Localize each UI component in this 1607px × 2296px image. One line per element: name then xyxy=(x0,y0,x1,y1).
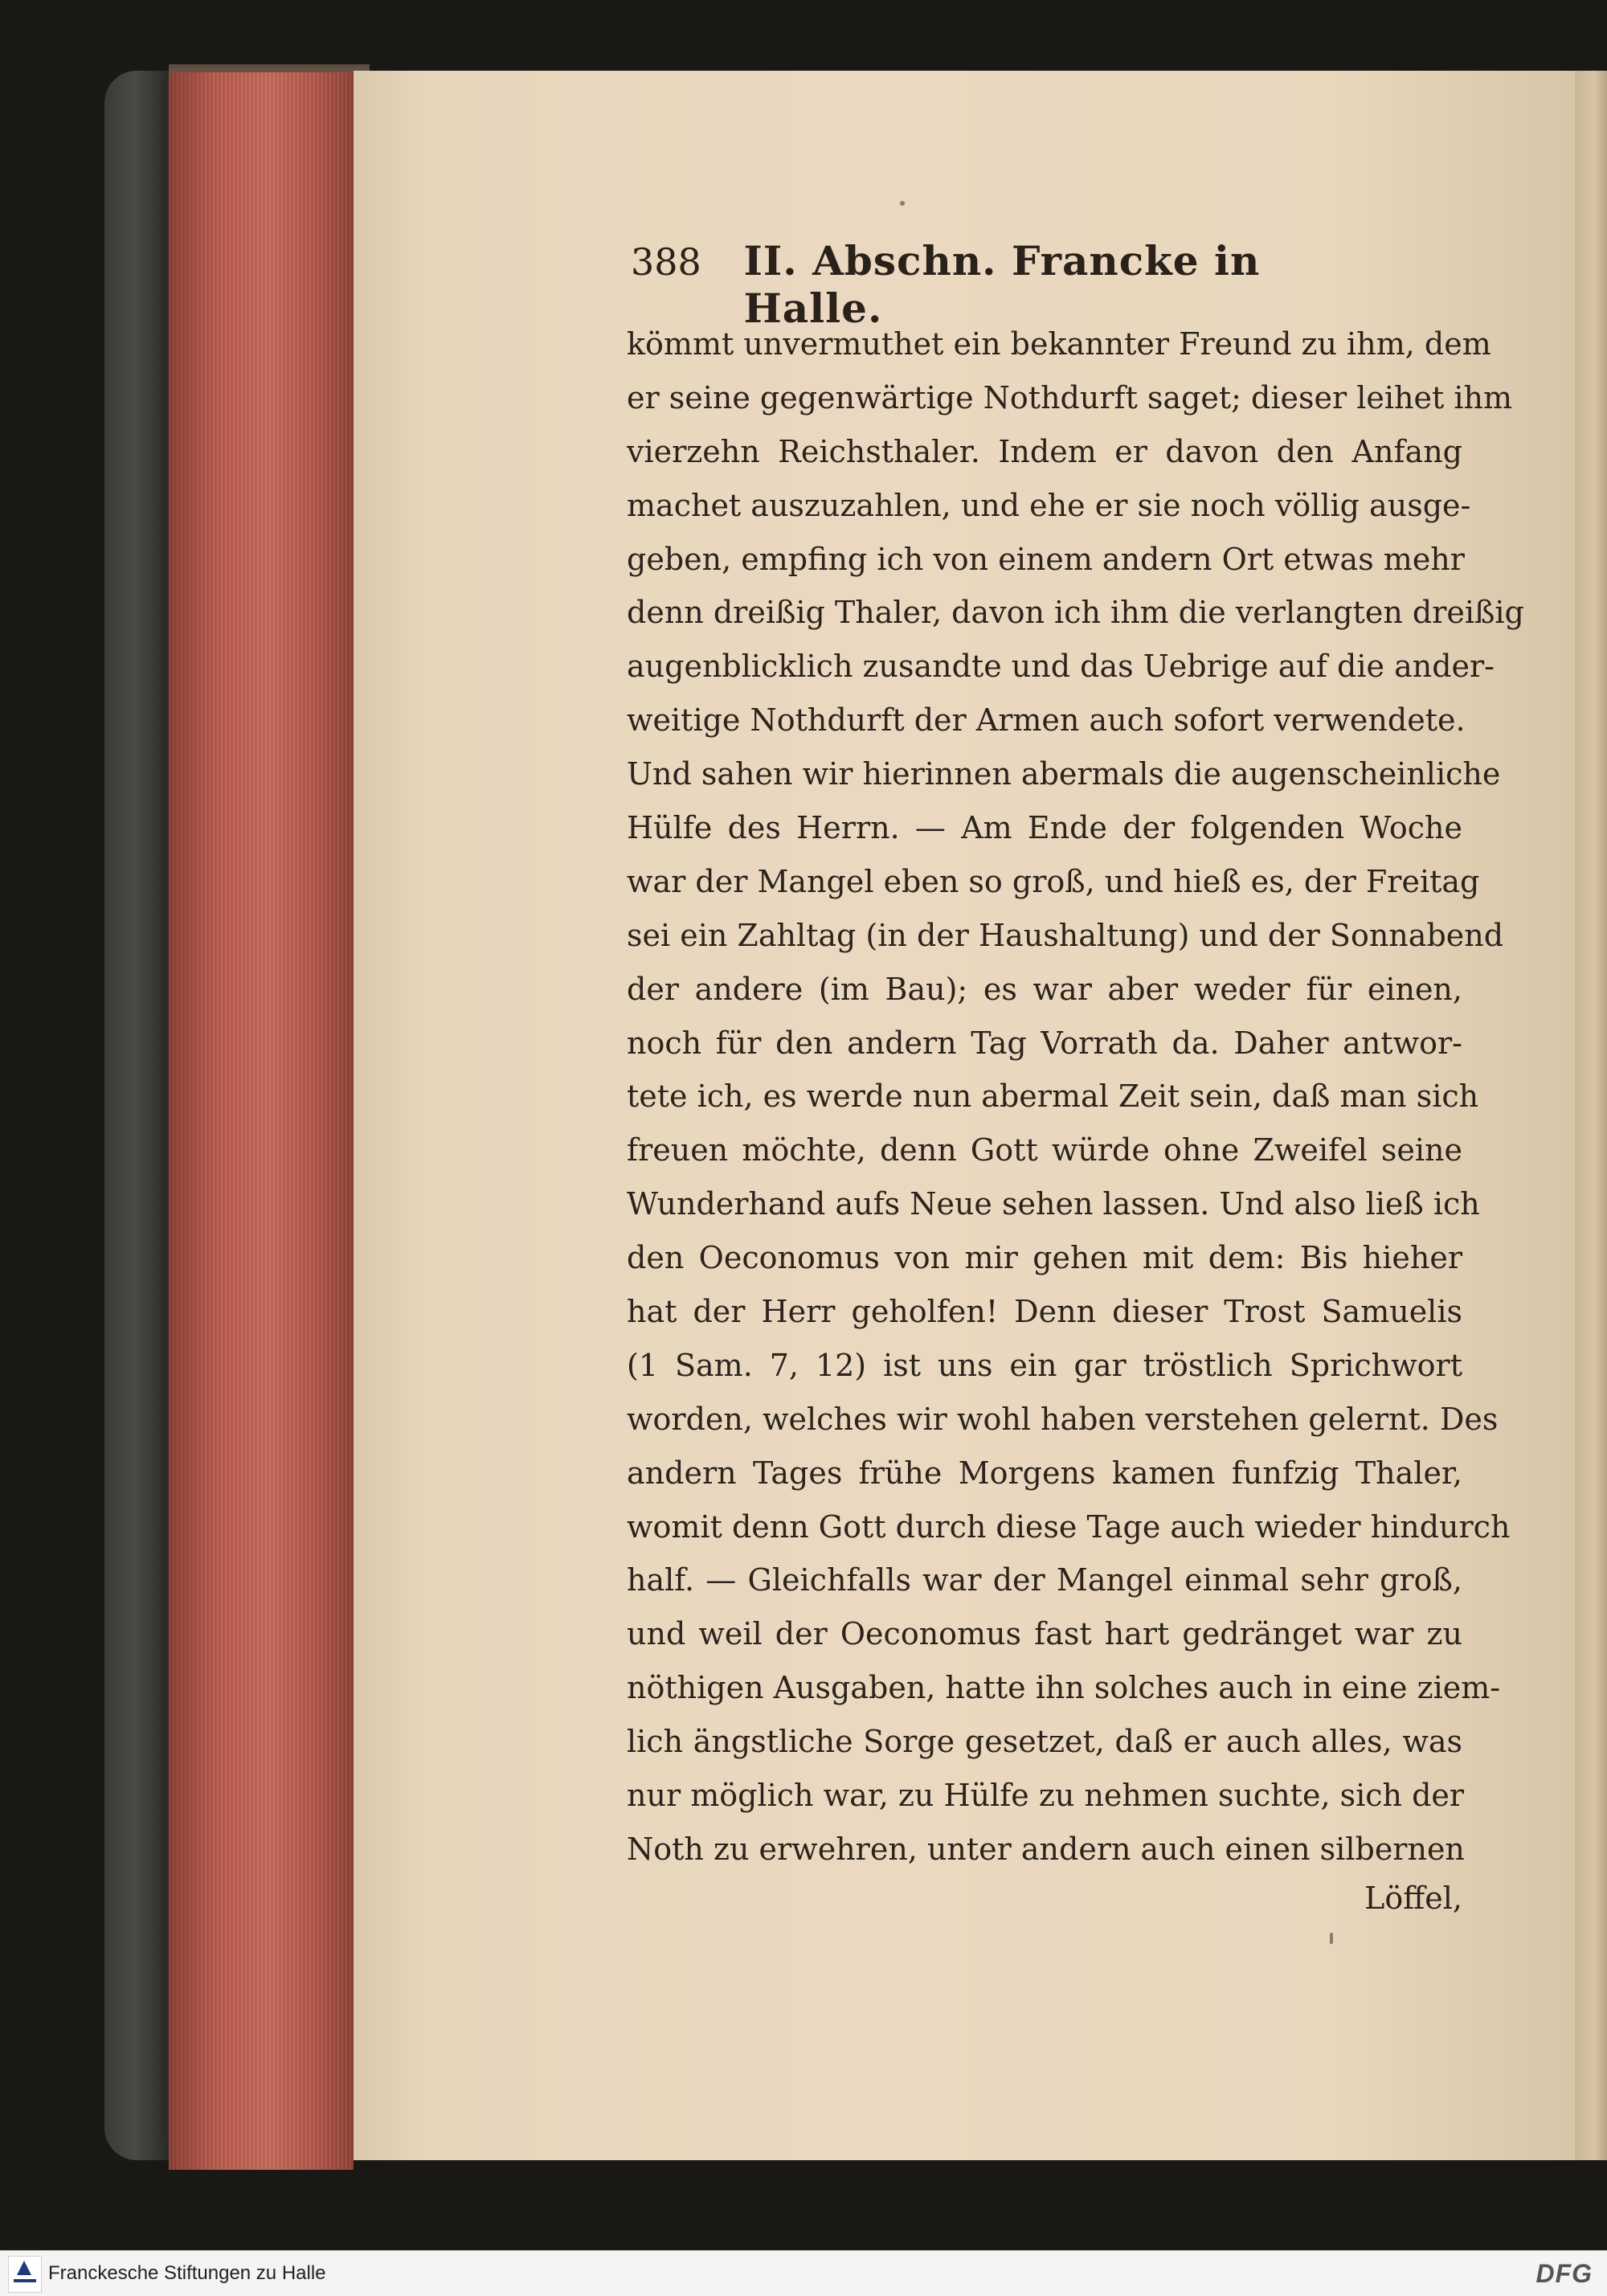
running-title: II. Abschn. Francke in Halle. xyxy=(743,237,1261,332)
text-line: Noth zu erwehren, unter andern auch einen silbernen xyxy=(627,1831,1465,1867)
text-line: kömmt unvermuthet ein bekannter Freund zu ihm, dem xyxy=(627,326,1491,362)
text-line: freuen möchte, denn Gott würde ohne Zweifel seine xyxy=(627,1132,1462,1168)
text-line: womit denn Gott durch diese Tage auch wieder hindurch xyxy=(627,1508,1511,1545)
running-head xyxy=(631,237,1298,332)
text-line: denn dreißig Thaler, davon ich ihm die verlangten dreißig xyxy=(627,595,1524,631)
text-line: tete ich, es werde nun abermal Zeit sein, daß man sich xyxy=(627,1078,1479,1115)
text-line: war der Mangel eben so groß, und hieß es, der Freitag xyxy=(627,863,1480,899)
text-line: und weil der Oeconomus fast hart gedränget war zu xyxy=(627,1616,1462,1652)
paper-speck xyxy=(900,201,905,206)
text-line: der andere (im Bau); es war aber weder für einen, xyxy=(627,971,1462,1007)
text-line: nur möglich war, zu Hülfe zu nehmen suchte, sich der xyxy=(627,1778,1465,1814)
footer-bar xyxy=(0,2250,1607,2296)
dfg-logo: DFG xyxy=(1535,2259,1593,2288)
text-line: half. — Gleichfalls war der Mangel einmal sehr groß, xyxy=(627,1562,1462,1598)
body-text xyxy=(627,317,1524,1876)
text-line: noch für den andern Tag Vorrath da. Daher antwor- xyxy=(627,1025,1462,1061)
red-page-edges xyxy=(169,72,354,2170)
text-line: sei ein Zahltag (in der Haushaltung) und der Sonnabend xyxy=(627,917,1504,953)
text-line: den Oeconomus von mir gehen mit dem: Bis hieher xyxy=(627,1240,1462,1276)
text-line: er seine gegenwärtige Nothdurft saget; dieser leihet ihm xyxy=(627,379,1513,415)
text-line: vierzehn Reichsthaler. Indem er davon den Anfang xyxy=(627,433,1462,469)
text-line: machet auszuzahlen, und ehe er sie noch völlig ausge- xyxy=(627,487,1471,523)
paper-speck xyxy=(1330,1933,1333,1944)
page-number: 388 xyxy=(631,240,701,284)
institution-logo-icon xyxy=(8,2256,42,2293)
text-line: nöthigen Ausgaben, hatte ihn solches auch in eine ziem- xyxy=(627,1670,1501,1706)
institution-name: Franckesche Stiftungen zu Halle xyxy=(48,2262,326,2284)
facing-page-edge xyxy=(1575,71,1607,2160)
text-line: lich ängstliche Sorge gesetzet, daß er auch alles, was xyxy=(627,1724,1462,1760)
text-line: Wunderhand aufs Neue sehen lassen. Und also ließ ich xyxy=(627,1186,1480,1222)
text-line: augenblicklich zusandte und das Uebrige auf die ander- xyxy=(627,649,1495,685)
text-line: andern Tages frühe Morgens kamen funfzig Thaler, xyxy=(627,1455,1462,1491)
catchword: Löffel, xyxy=(1364,1881,1462,1916)
text-line: worden, welches wir wohl haben verstehen gelernt. Des xyxy=(627,1401,1499,1437)
text-line: Hülfe des Herrn. — Am Ende der folgenden Woche xyxy=(627,810,1462,846)
text-line: hat der Herr geholfen! Denn dieser Trost Samuelis xyxy=(627,1294,1462,1330)
text-line: weitige Nothdurft der Armen auch sofort verwendete. xyxy=(627,702,1466,739)
text-line: Und sahen wir hierinnen abermals die augenscheinliche xyxy=(627,756,1501,792)
text-line: (1 Sam. 7, 12) ist uns ein gar tröstlich Sprichwort xyxy=(627,1347,1462,1383)
text-line: geben, empfing ich von einem andern Ort etwas mehr xyxy=(627,541,1465,577)
